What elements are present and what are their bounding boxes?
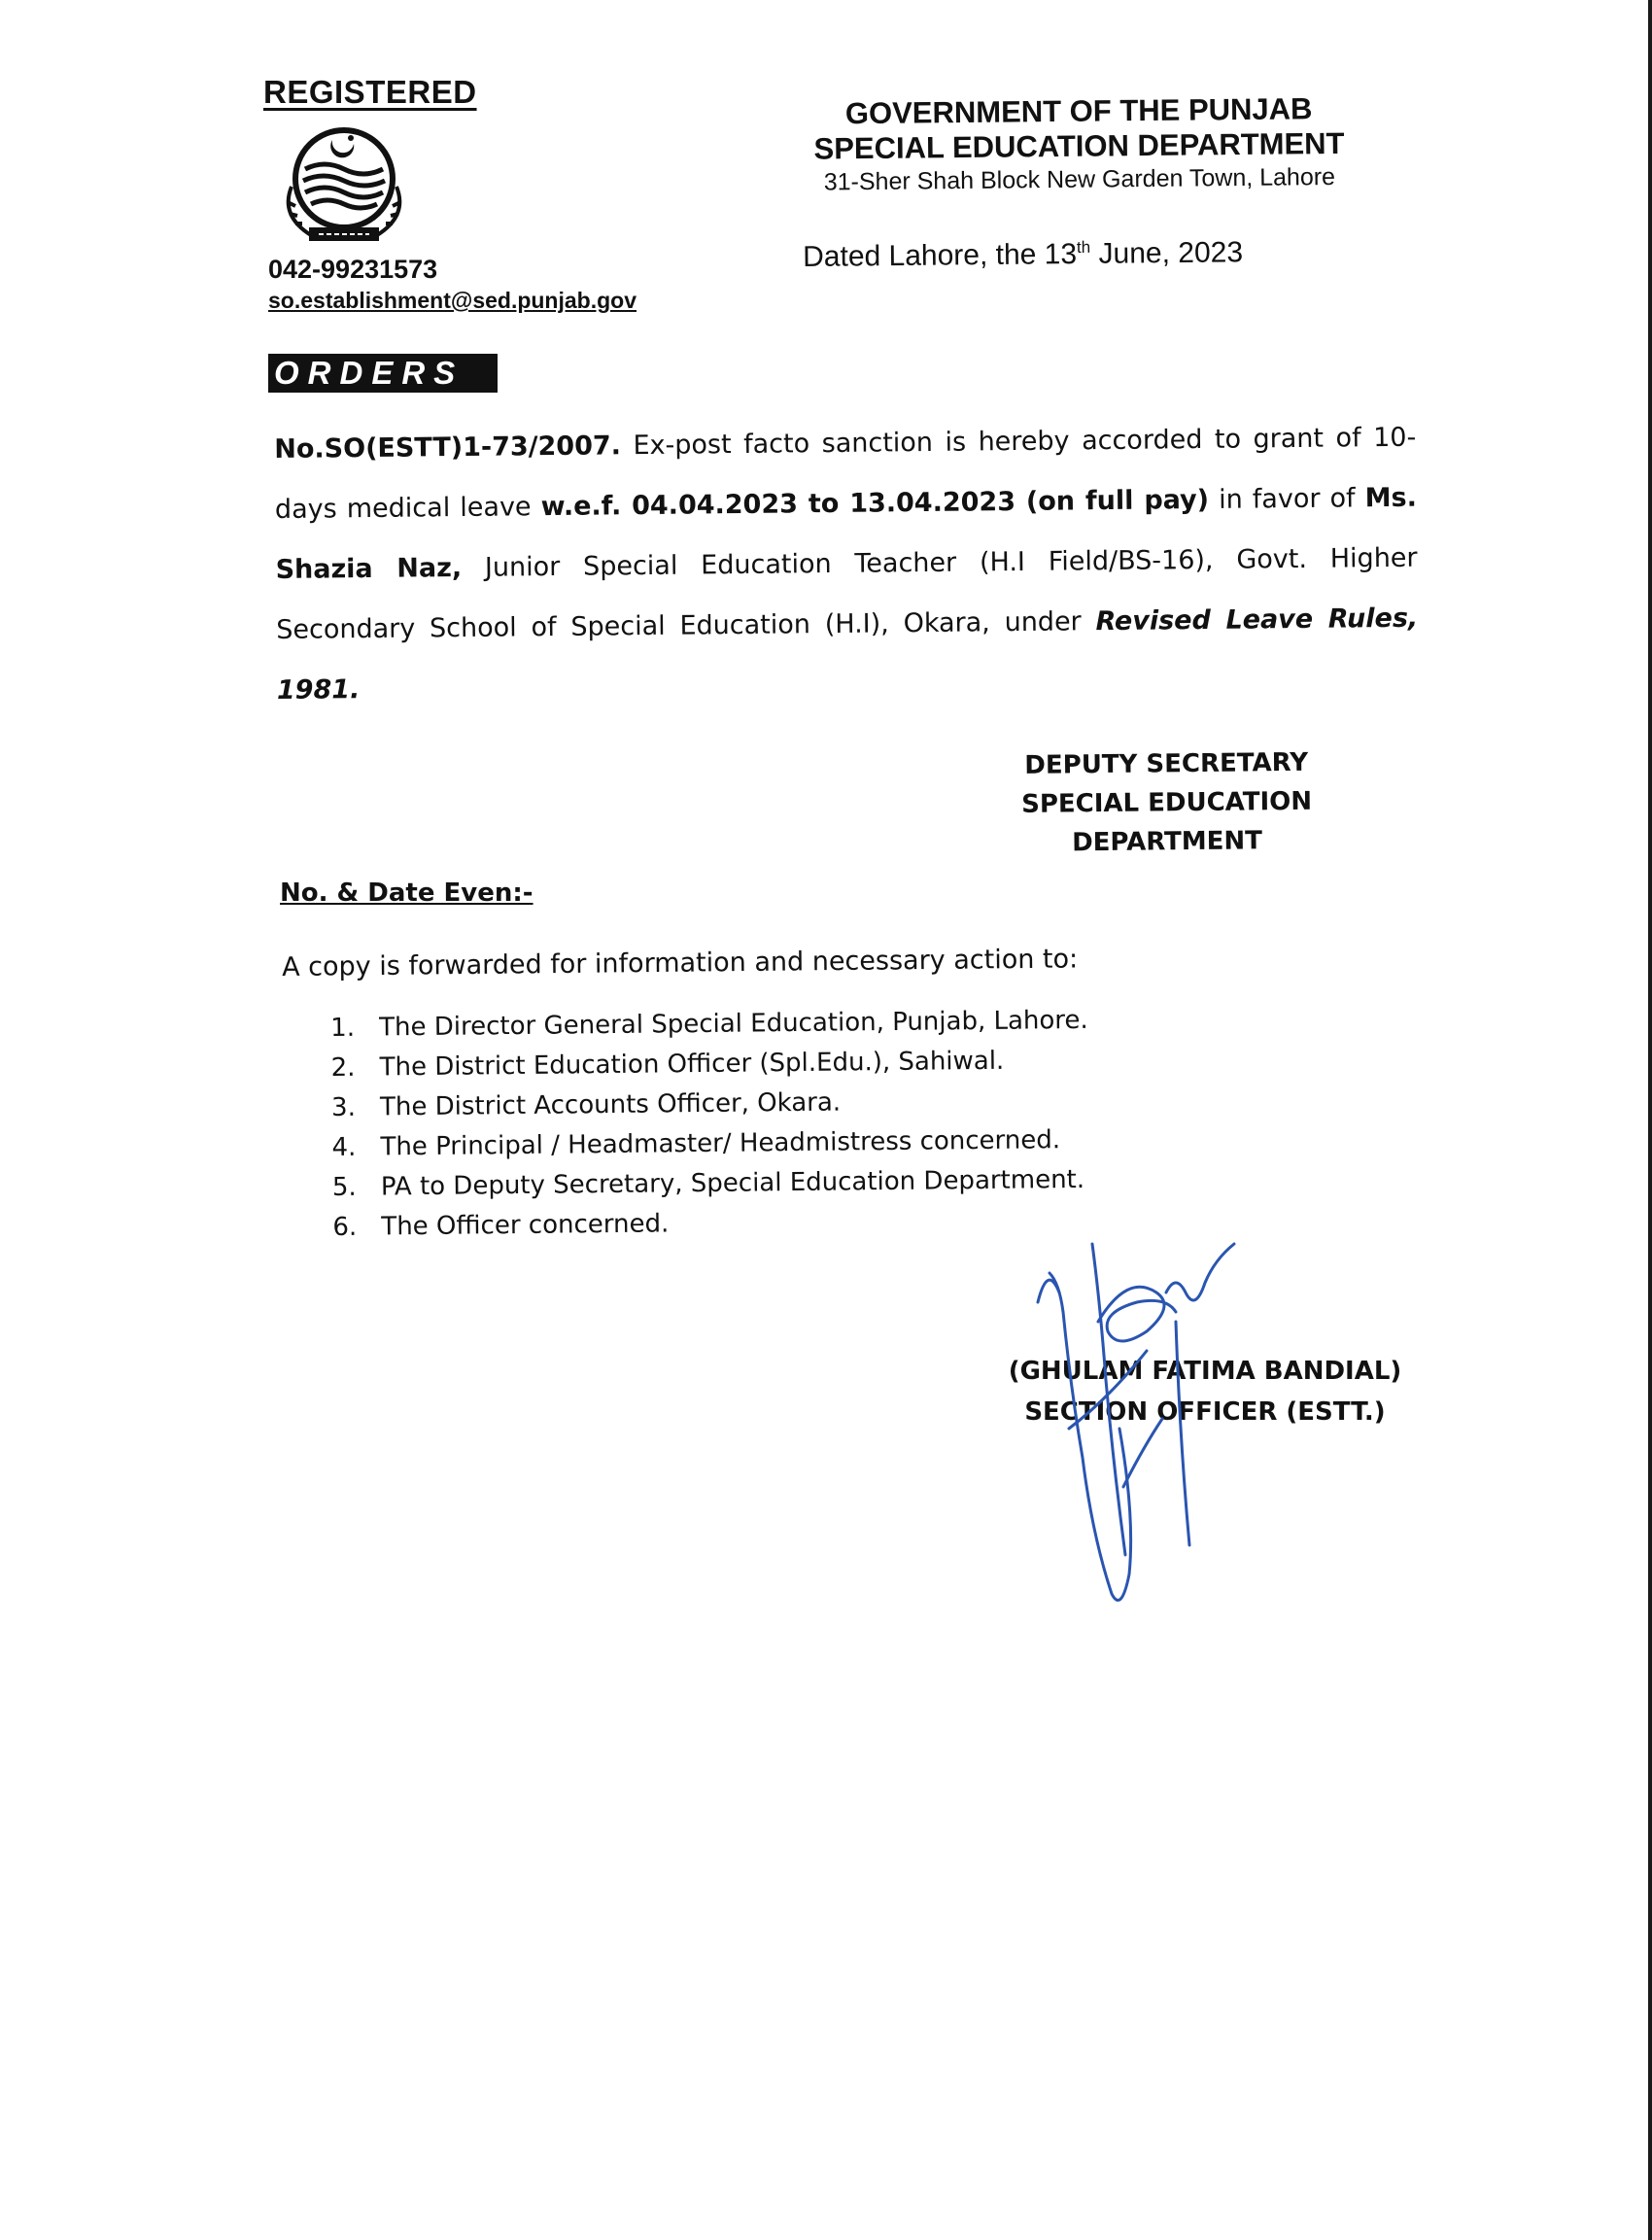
list-item: 6. The Officer concerned. [332, 1209, 670, 1242]
email-address: so.establishment@sed.punjab.gov [268, 288, 637, 313]
dated-prefix: Dated Lahore, the 13 [803, 238, 1078, 273]
deputy-secretary-block [1011, 743, 1323, 863]
department-header [777, 91, 1381, 198]
reference-number: No.SO(ESTT)1-73/2007. [274, 431, 622, 465]
deputy-line-3: DEPARTMENT [1071, 826, 1263, 858]
handwritten-signature-icon [1030, 1234, 1283, 1613]
signer-title: SECTION OFFICER (ESTT.) [1024, 1397, 1386, 1427]
no-date-even-heading: No. & Date Even:- [280, 879, 533, 908]
list-item: 5. PA to Deputy Secretary, Special Education Department. [331, 1164, 1085, 1202]
leave-dates: w.e.f. 04.04.2023 to 13.04.2023 (on full pay) [540, 484, 1210, 523]
dated-line [803, 236, 1243, 274]
order-text-3: Junior Special Education Teacher (H.I Field/BS-16), Govt. Higher Secondary School of Special Education (H.I), Okara, under [276, 542, 1418, 645]
order-text-1: Ex-post facto sanction is hereby accorded to grant of 10-days medical leave [274, 422, 1417, 525]
punjab-government-emblem-icon [274, 119, 415, 247]
deputy-line-1: DEPUTY SECRETARY [1024, 747, 1309, 780]
order-text-2: in favor of [1208, 483, 1365, 515]
dated-suffix: June, 2023 [1090, 236, 1244, 270]
list-item: 3. The District Accounts Officer, Okara. [330, 1087, 842, 1122]
phone-number: 042-99231573 [268, 255, 438, 284]
copy-recipient-list [330, 1001, 1090, 1248]
list-item: 2. The District Education Officer (Spl.Edu.), Sahiwal. [330, 1046, 1005, 1083]
govt-title: GOVERNMENT OF THE PUNJAB [844, 91, 1313, 131]
dated-ordinal: th [1076, 237, 1091, 258]
deputy-line-2: SPECIAL EDUCATION [1020, 786, 1313, 819]
orders-banner: ORDERS [268, 354, 498, 393]
list-item: 1. The Director General Special Education, Punjab, Lahore. [330, 1005, 1088, 1043]
registered-label: REGISTERED [263, 74, 477, 110]
employee-name: Ms. Shazia Naz, [275, 482, 1418, 585]
leave-rules: Revised Leave Rules, 1981. [276, 603, 1419, 706]
department-title: SPECIAL EDUCATION DEPARTMENT [813, 125, 1345, 166]
copy-forward-intro: A copy is forwarded for information and necessary action to: [282, 944, 1079, 982]
signer-name: (GHULAM FATIMA BANDIAL) [1008, 1357, 1402, 1386]
department-address: 31-Sher Shah Block New Garden Town, Lahore [823, 162, 1336, 196]
order-paragraph [274, 408, 1419, 721]
page-edge [1648, 0, 1652, 2240]
list-item: 4. The Principal / Headmaster/ Headmistress concerned. [331, 1125, 1061, 1162]
